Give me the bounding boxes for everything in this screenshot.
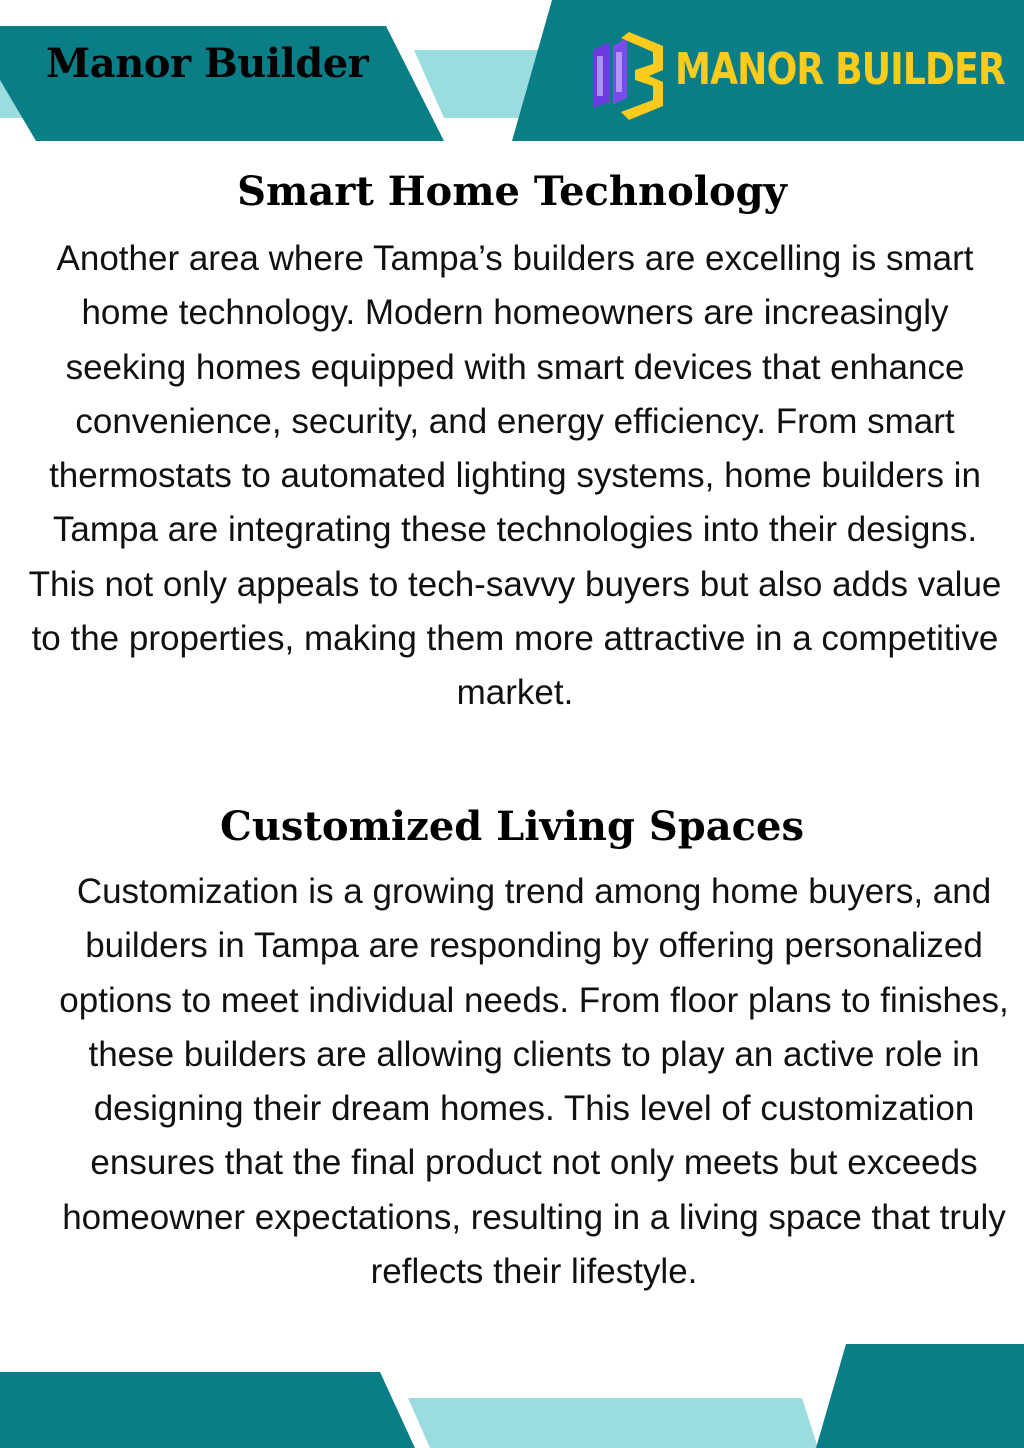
logo-text: MANOR BUILDER (675, 44, 1005, 95)
manor-builder-logo (587, 24, 1005, 120)
footer-teal-right (816, 1344, 1024, 1448)
section-body-customized-living: Customization is a growing trend among home buyers, and builders in Tampa are responding by offering personalized options to meet individual needs. From floor plans to finishes, these builders are allowing clients to play an active role in designing their dream homes. This level of customization ensures that the final product not only meets but exceeds homeowner expectations, resulting in a living space that truly reflects their lifestyle. (59, 872, 1009, 1292)
brand-title: Manor Builder (46, 40, 369, 87)
section-heading-smart-home: Smart Home Technology (237, 168, 787, 215)
logo-mark-icon (587, 24, 673, 120)
footer-light-stripe (408, 1398, 818, 1448)
footer-teal-left (0, 1372, 415, 1448)
section-body-smart-home: Another area where Tampa’s builders are excelling is smart home technology. Modern homeowners are increasingly seeking homes equipped with smart devices that enhance convenience, security, and energy efficiency. From smart thermostats to automated lighting systems, home builders in Tampa are integrating these technologies into their designs. This not only appeals to tech-savvy buyers but also adds value to the properties, making them more attractive in a competitive market. (28, 239, 1002, 713)
section-heading-customized-living: Customized Living Spaces (219, 803, 804, 850)
